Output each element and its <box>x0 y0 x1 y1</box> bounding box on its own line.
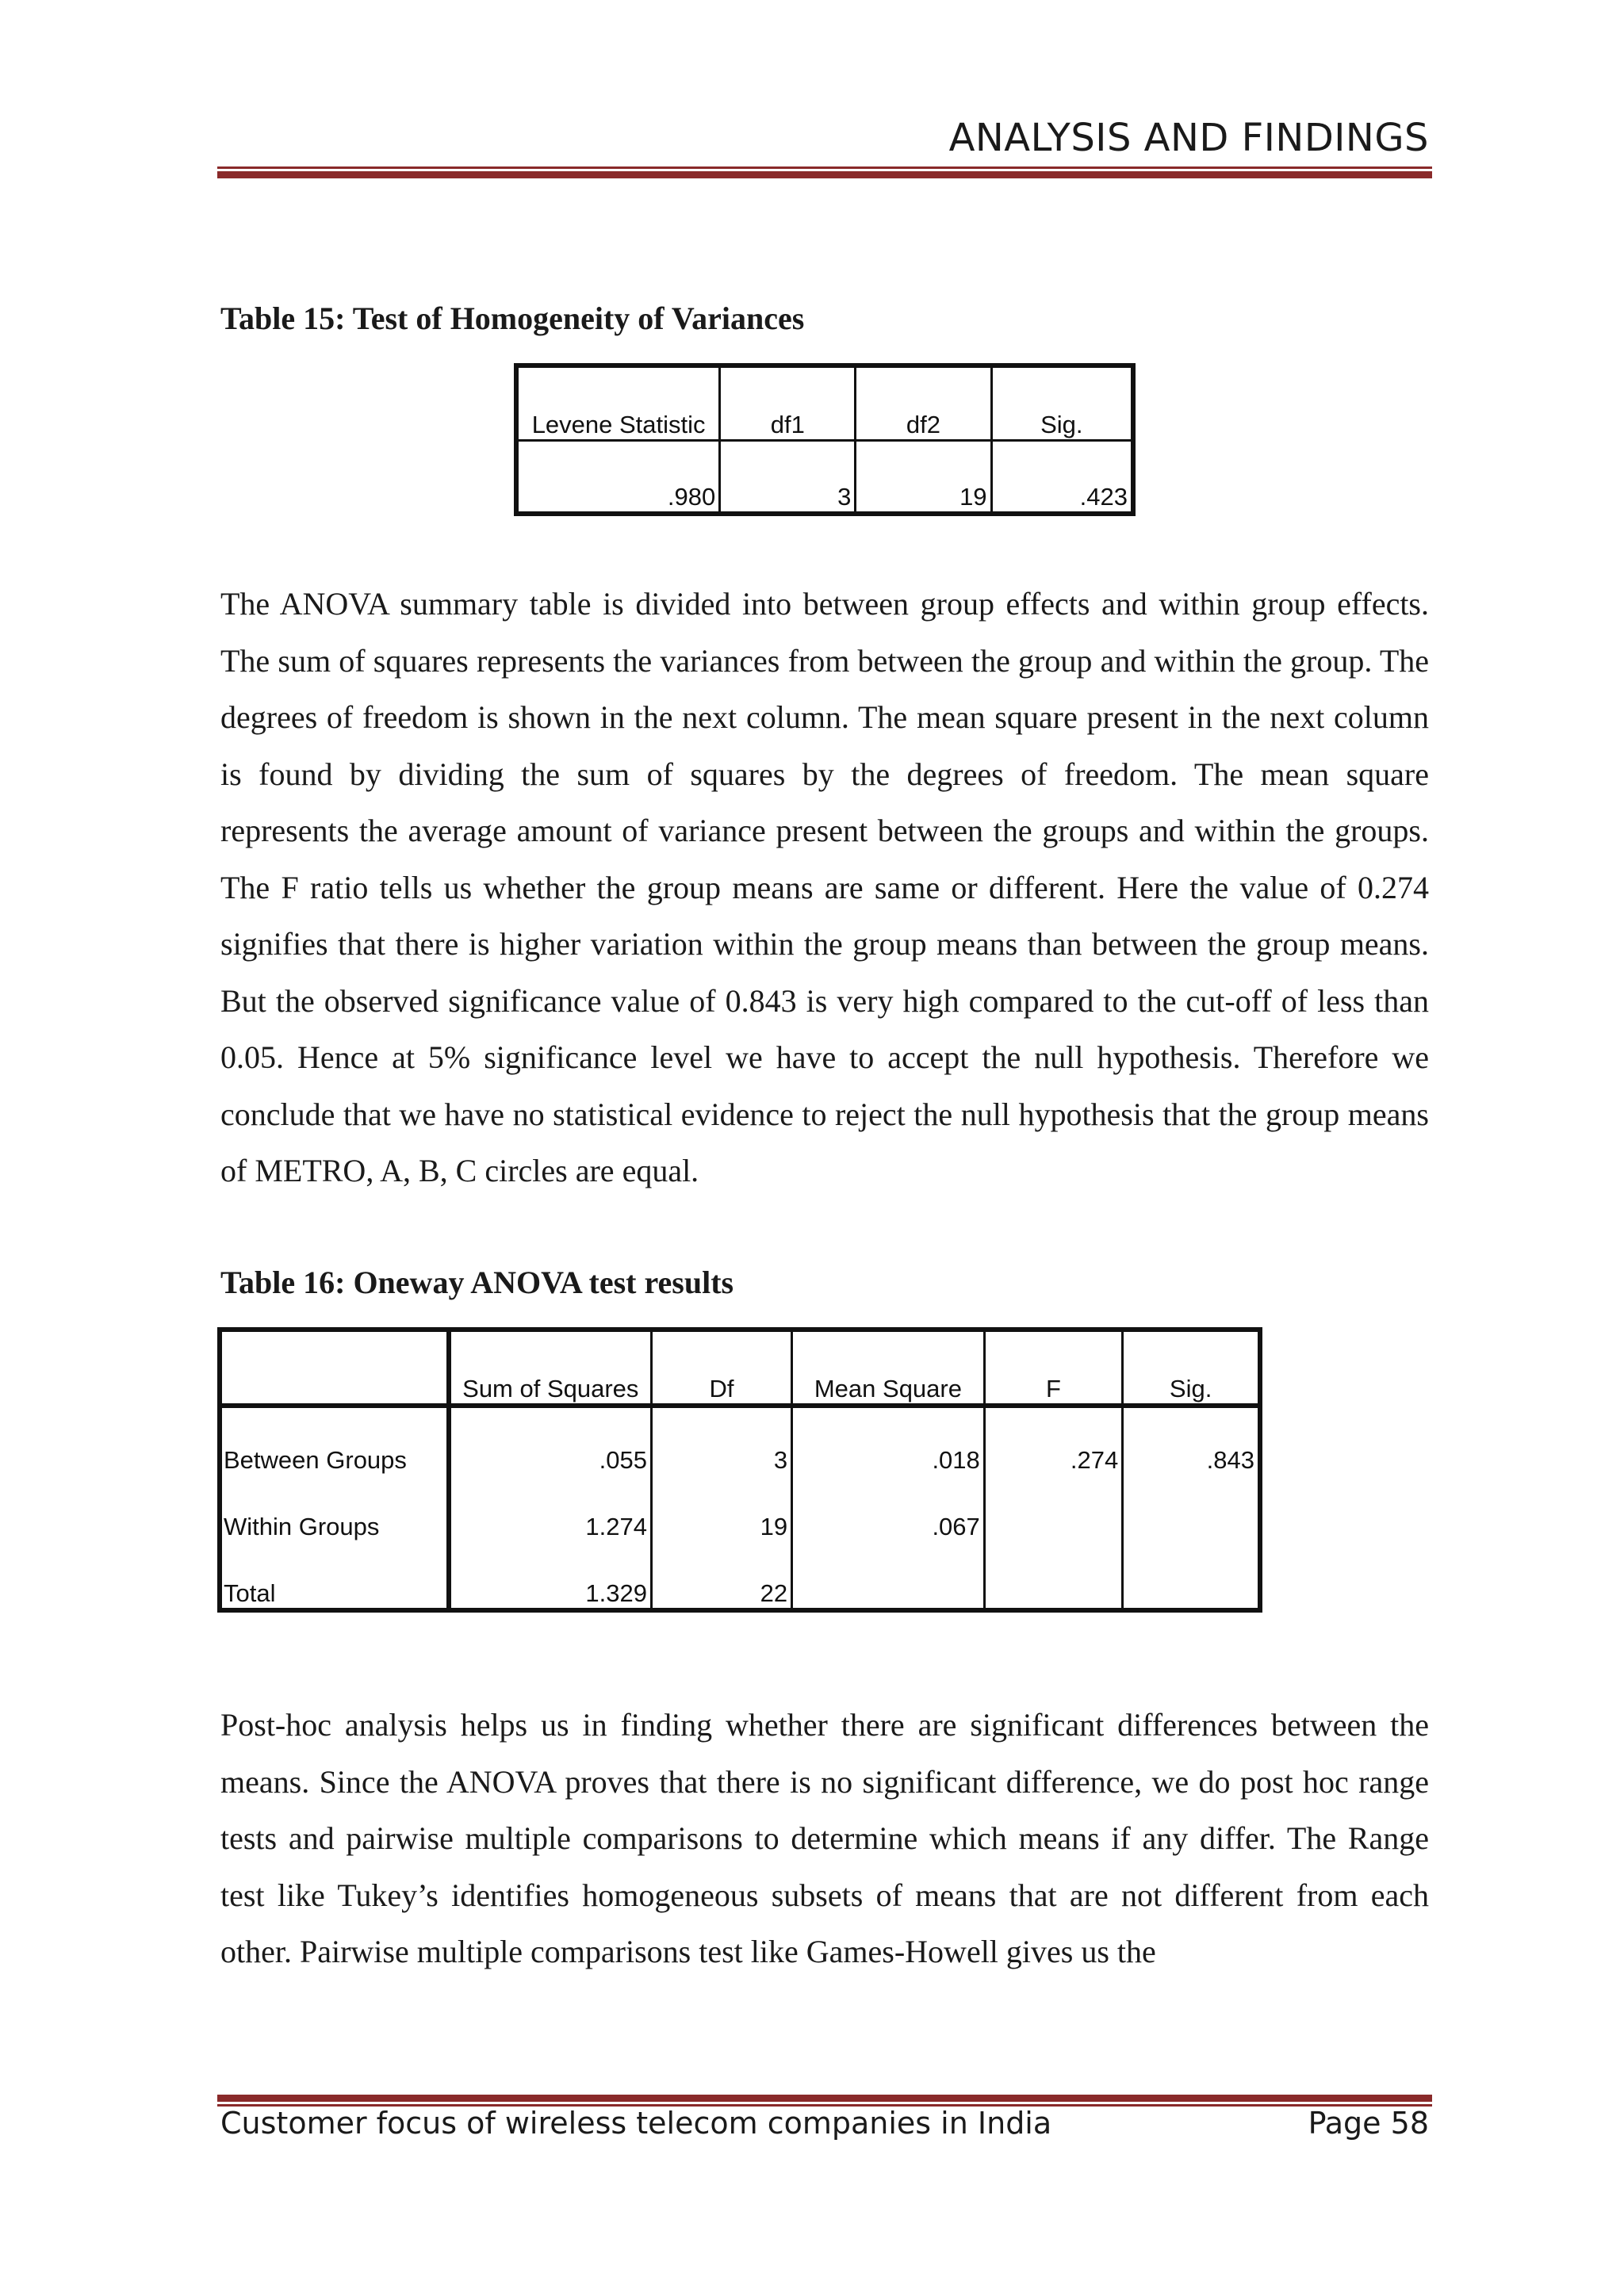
table-row <box>220 1541 1260 1610</box>
column-header: df2 <box>856 365 991 441</box>
anova-explanation-paragraph: The ANOVA summary table is divided into between group effects and within group effects. The sum of squares represents the variances from between the group and within the group. The degrees of freedom is shown in the next column. The mean square present in the next column is found by dividing the sum of squares by the degrees of freedom. The mean square represents the average amount of variance present between the groups and within the groups. The F ratio tells us whether the group means are same or different. Here the value of 0.274 signifies that there is higher variation within the group means than between the group means. But the observed significance value of 0.843 is very high compared to the cut-off of less than 0.05. Hence at 5% significance level we have to accept the null hypothesis. Therefore we conclude that we have no statistical evidence to reject the null hypothesis that the group means of METRO, A, B, C circles are equal. <box>220 586 1429 1188</box>
column-header: Df <box>651 1330 791 1406</box>
table-cell: 22 <box>651 1541 791 1610</box>
table-cell <box>1123 1475 1260 1541</box>
column-header: Mean Square <box>792 1330 985 1406</box>
row-label: Total <box>220 1541 449 1610</box>
table-cell: 19 <box>651 1475 791 1541</box>
table-cell: 19 <box>856 441 991 515</box>
header-rule <box>217 166 1432 178</box>
table-cell: .067 <box>792 1475 985 1541</box>
table-cell <box>792 1541 985 1610</box>
table-cell: .423 <box>991 441 1133 515</box>
table-cell: .843 <box>1123 1406 1260 1475</box>
table-cell: .018 <box>792 1406 985 1475</box>
table-row <box>220 1475 1260 1541</box>
footer-rule <box>217 2095 1432 2107</box>
table15-caption: Table 15: Test of Homogeneity of Variances <box>220 300 805 336</box>
row-label: Between Groups <box>220 1406 449 1475</box>
footer-document-title: Customer focus of wireless telecom companies in India <box>220 2106 1052 2141</box>
column-header: df1 <box>720 365 856 441</box>
table16-caption: Table 16: Oneway ANOVA test results <box>220 1265 734 1300</box>
table-cell: .980 <box>516 441 720 515</box>
page-header-title: ANALYSIS AND FINDINGS <box>948 116 1429 160</box>
table-row <box>516 441 1133 515</box>
column-header: Sum of Squares <box>449 1330 652 1406</box>
table-cell <box>984 1475 1122 1541</box>
homogeneity-table <box>514 363 1136 516</box>
row-label: Within Groups <box>220 1475 449 1541</box>
table-cell: 1.329 <box>449 1541 652 1610</box>
page-number: Page 58 <box>1308 2106 1429 2141</box>
column-header: Sig. <box>1123 1330 1260 1406</box>
table-cell: 1.274 <box>449 1475 652 1541</box>
table-cell: .055 <box>449 1406 652 1475</box>
table-cell <box>1123 1541 1260 1610</box>
table-row <box>220 1406 1260 1475</box>
anova-table <box>217 1327 1262 1613</box>
table-cell <box>984 1541 1122 1610</box>
column-header <box>220 1330 449 1406</box>
post-hoc-paragraph: Post-hoc analysis helps us in finding whether there are significant differences between the means. Since the ANOVA proves that there is no significant difference, we do post hoc range tests and pairwise multiple comparisons to determine which means if any differ. The Range test like Tukey’s identifies homogeneous subsets of means that are not different from each other. Pairwise multiple comparisons test like Games-Howell gives us the <box>220 1707 1429 1969</box>
table-cell: .274 <box>984 1406 1122 1475</box>
table-cell: 3 <box>720 441 856 515</box>
column-header: Levene Statistic <box>516 365 720 441</box>
table-cell: 3 <box>651 1406 791 1475</box>
column-header: F <box>984 1330 1122 1406</box>
column-header: Sig. <box>991 365 1133 441</box>
